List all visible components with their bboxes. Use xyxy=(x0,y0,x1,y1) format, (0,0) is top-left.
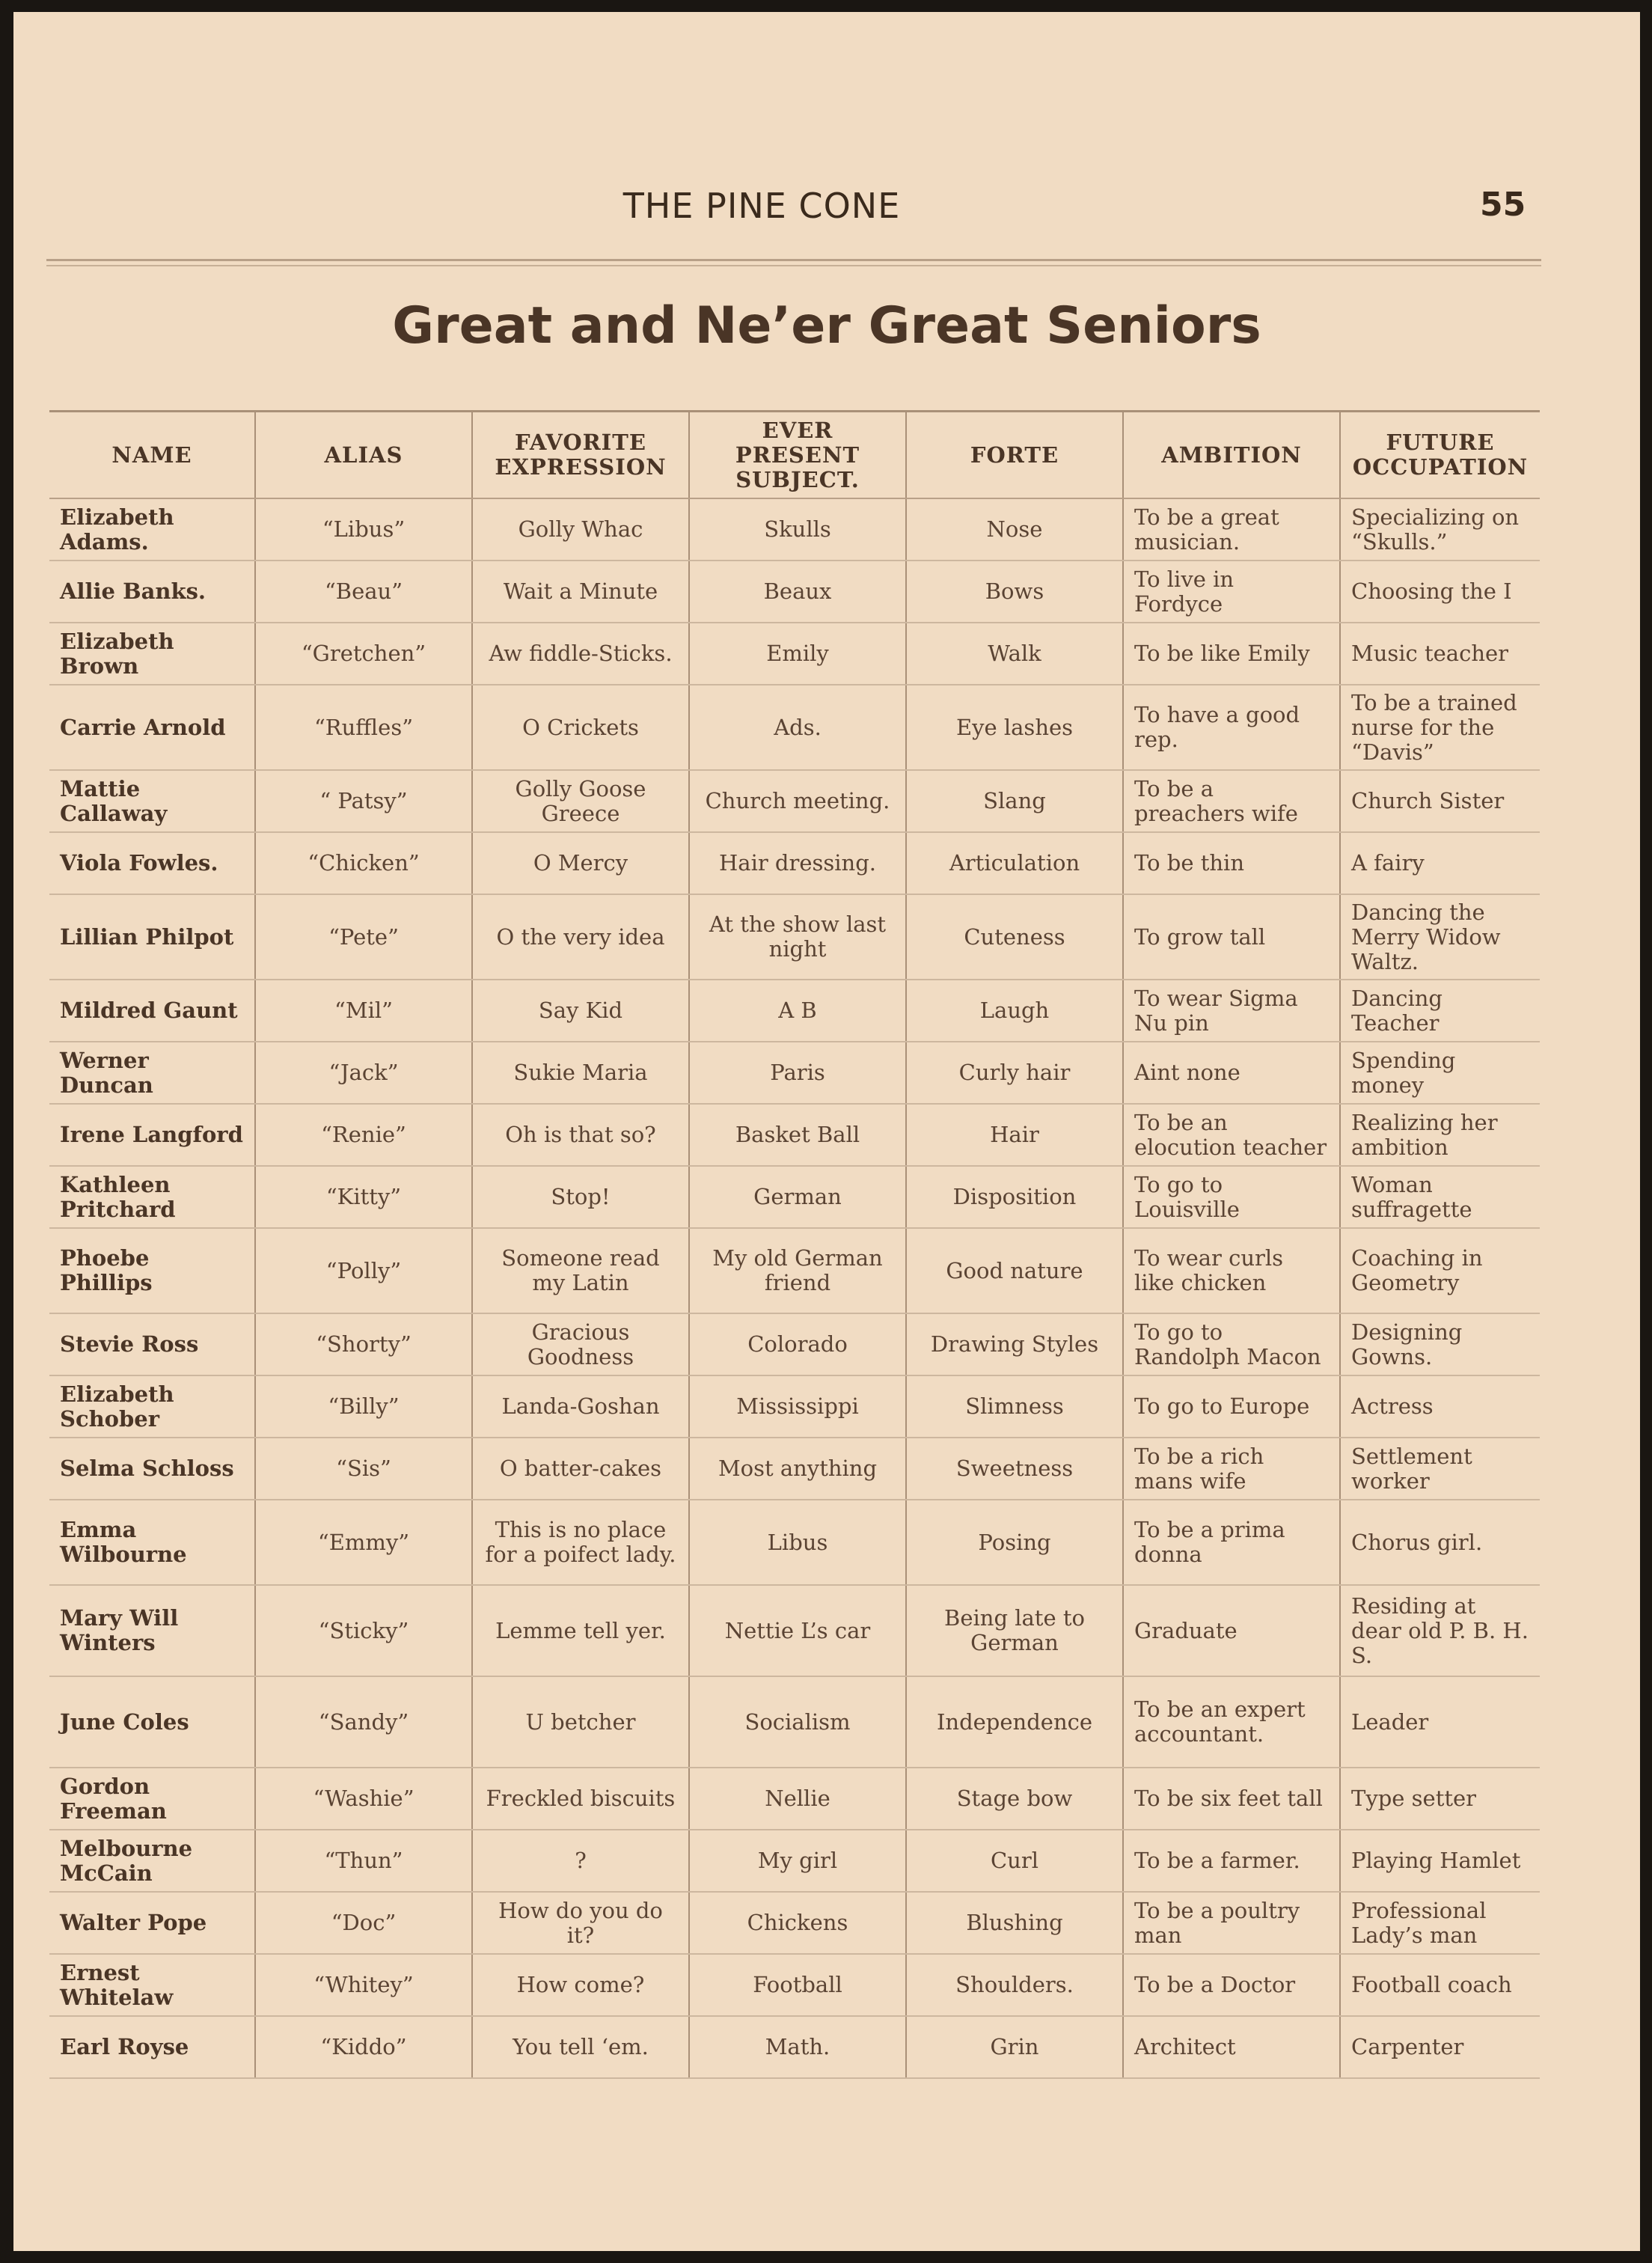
cell-future-occupation: Coaching in Geometry xyxy=(1340,1228,1540,1313)
cell-forte: Being late to German xyxy=(906,1585,1123,1676)
table-row xyxy=(49,980,1540,1042)
cell-forte: Independence xyxy=(906,1676,1123,1768)
cell-alias: “Doc” xyxy=(255,1892,472,1954)
cell-ever-present-subject: Nettie L’s car xyxy=(689,1585,906,1676)
cell-ever-present-subject: Ads. xyxy=(689,685,906,770)
cell-ever-present-subject: Most anything xyxy=(689,1438,906,1500)
cell-future-occupation: Church Sister xyxy=(1340,770,1540,832)
table-row xyxy=(49,623,1540,685)
column-header-ever-present-subject: EVER PRESENT SUBJECT. xyxy=(689,412,906,499)
cell-ambition: Graduate xyxy=(1123,1585,1340,1676)
cell-ever-present-subject: Socialism xyxy=(689,1676,906,1768)
cell-future-occupation: Spending money xyxy=(1340,1042,1540,1104)
column-header-ambition: AMBITION xyxy=(1123,412,1340,499)
table-row xyxy=(49,1676,1540,1768)
cell-ambition: Aint none xyxy=(1123,1042,1340,1104)
cell-future-occupation: Playing Hamlet xyxy=(1340,1830,1540,1892)
cell-forte: Articulation xyxy=(906,832,1123,894)
table-row xyxy=(49,1954,1540,2016)
cell-future-occupation: Professional Lady’s man xyxy=(1340,1892,1540,1954)
page-header xyxy=(13,186,1640,238)
cell-name: June Coles xyxy=(49,1676,255,1768)
cell-future-occupation: Designing Gowns. xyxy=(1340,1313,1540,1375)
cell-forte: Good nature xyxy=(906,1228,1123,1313)
cell-alias: “Renie” xyxy=(255,1104,472,1166)
cell-ever-present-subject: Colorado xyxy=(689,1313,906,1375)
cell-ambition: To have a good rep. xyxy=(1123,685,1340,770)
table-row xyxy=(49,1228,1540,1313)
cell-future-occupation: Settlement worker xyxy=(1340,1438,1540,1500)
cell-favorite-expression: Gracious Goodness xyxy=(472,1313,689,1375)
cell-alias: “Ruffles” xyxy=(255,685,472,770)
cell-ambition: To wear curls like chicken xyxy=(1123,1228,1340,1313)
cell-ever-present-subject: Skulls xyxy=(689,498,906,561)
cell-ever-present-subject: Beaux xyxy=(689,561,906,623)
cell-ambition: To grow tall xyxy=(1123,894,1340,980)
cell-alias: “Kiddo” xyxy=(255,2016,472,2078)
cell-forte: Slang xyxy=(906,770,1123,832)
table-row xyxy=(49,685,1540,770)
cell-name: Werner Duncan xyxy=(49,1042,255,1104)
cell-future-occupation: Realizing her ambition xyxy=(1340,1104,1540,1166)
cell-future-occupation: Woman suffragette xyxy=(1340,1166,1540,1228)
table-row xyxy=(49,1166,1540,1228)
cell-favorite-expression: Landa-Goshan xyxy=(472,1375,689,1438)
table-row xyxy=(49,894,1540,980)
cell-name: Kathleen Pritchard xyxy=(49,1166,255,1228)
cell-forte: Stage bow xyxy=(906,1768,1123,1830)
cell-alias: “Sticky” xyxy=(255,1585,472,1676)
cell-alias: “Jack” xyxy=(255,1042,472,1104)
cell-forte: Shoulders. xyxy=(906,1954,1123,2016)
cell-ambition: To live in Fordyce xyxy=(1123,561,1340,623)
cell-favorite-expression: How do you do it? xyxy=(472,1892,689,1954)
cell-favorite-expression: This is no place for a poifect lady. xyxy=(472,1500,689,1585)
cell-forte: Walk xyxy=(906,623,1123,685)
cell-name: Viola Fowles. xyxy=(49,832,255,894)
cell-favorite-expression: Golly Goose Greece xyxy=(472,770,689,832)
cell-ambition: To be a Doctor xyxy=(1123,1954,1340,2016)
yearbook-page xyxy=(13,12,1640,2251)
cell-ambition: To go to Louisville xyxy=(1123,1166,1340,1228)
cell-ambition: To be like Emily xyxy=(1123,623,1340,685)
cell-ambition: To wear Sigma Nu pin xyxy=(1123,980,1340,1042)
cell-favorite-expression: Oh is that so? xyxy=(472,1104,689,1166)
cell-alias: “Thun” xyxy=(255,1830,472,1892)
header-rule xyxy=(46,259,1541,261)
table-row xyxy=(49,1768,1540,1830)
cell-future-occupation: To be a trained nurse for the “Davis” xyxy=(1340,685,1540,770)
cell-ever-present-subject: Math. xyxy=(689,2016,906,2078)
column-header-name: NAME xyxy=(49,412,255,499)
cell-favorite-expression: ? xyxy=(472,1830,689,1892)
cell-ever-present-subject: Basket Ball xyxy=(689,1104,906,1166)
cell-name: Walter Pope xyxy=(49,1892,255,1954)
table-header-row xyxy=(49,412,1540,499)
cell-ambition: To be a farmer. xyxy=(1123,1830,1340,1892)
cell-name: Mattie Callaway xyxy=(49,770,255,832)
cell-future-occupation: Actress xyxy=(1340,1375,1540,1438)
table-row xyxy=(49,1375,1540,1438)
cell-alias: “Emmy” xyxy=(255,1500,472,1585)
cell-ambition: To be a poultry man xyxy=(1123,1892,1340,1954)
cell-ever-present-subject: Libus xyxy=(689,1500,906,1585)
cell-ever-present-subject: Hair dressing. xyxy=(689,832,906,894)
table-row xyxy=(49,1042,1540,1104)
cell-ambition: To be an expert accountant. xyxy=(1123,1676,1340,1768)
cell-ever-present-subject: At the show last night xyxy=(689,894,906,980)
seniors-table xyxy=(49,410,1540,2079)
cell-forte: Posing xyxy=(906,1500,1123,1585)
cell-forte: Nose xyxy=(906,498,1123,561)
cell-ever-present-subject: Nellie xyxy=(689,1768,906,1830)
table-row xyxy=(49,1892,1540,1954)
seniors-table-wrap xyxy=(49,410,1540,2079)
table-row xyxy=(49,1104,1540,1166)
cell-ambition: To go to Randolph Macon xyxy=(1123,1313,1340,1375)
table-row xyxy=(49,1500,1540,1585)
cell-favorite-expression: U betcher xyxy=(472,1676,689,1768)
journal-title: THE PINE CONE xyxy=(622,186,901,226)
cell-name: Stevie Ross xyxy=(49,1313,255,1375)
cell-name: Elizabeth Brown xyxy=(49,623,255,685)
cell-future-occupation: Choosing the I xyxy=(1340,561,1540,623)
cell-ambition: To be thin xyxy=(1123,832,1340,894)
cell-ever-present-subject: Chickens xyxy=(689,1892,906,1954)
cell-forte: Curly hair xyxy=(906,1042,1123,1104)
cell-favorite-expression: O batter-cakes xyxy=(472,1438,689,1500)
cell-favorite-expression: Aw fiddle-Sticks. xyxy=(472,623,689,685)
cell-ambition: To be a preachers wife xyxy=(1123,770,1340,832)
cell-forte: Blushing xyxy=(906,1892,1123,1954)
cell-forte: Laugh xyxy=(906,980,1123,1042)
cell-ambition: Architect xyxy=(1123,2016,1340,2078)
header-rule-thin xyxy=(46,265,1541,266)
cell-favorite-expression: You tell ‘em. xyxy=(472,2016,689,2078)
cell-name: Irene Langford xyxy=(49,1104,255,1166)
cell-favorite-expression: Say Kid xyxy=(472,980,689,1042)
cell-favorite-expression: O Crickets xyxy=(472,685,689,770)
cell-future-occupation: Music teacher xyxy=(1340,623,1540,685)
table-body xyxy=(49,498,1540,2078)
cell-ambition: To go to Europe xyxy=(1123,1375,1340,1438)
table-row xyxy=(49,1585,1540,1676)
cell-ambition: To be a great musician. xyxy=(1123,498,1340,561)
cell-forte: Curl xyxy=(906,1830,1123,1892)
cell-favorite-expression: O the very idea xyxy=(472,894,689,980)
cell-alias: “Beau” xyxy=(255,561,472,623)
cell-future-occupation: Dancing the Merry Widow Waltz. xyxy=(1340,894,1540,980)
cell-alias: “Gretchen” xyxy=(255,623,472,685)
table-row xyxy=(49,498,1540,561)
table-row xyxy=(49,1830,1540,1892)
cell-name: Lillian Philpot xyxy=(49,894,255,980)
cell-alias: “Mil” xyxy=(255,980,472,1042)
cell-future-occupation: A fairy xyxy=(1340,832,1540,894)
cell-future-occupation: Football coach xyxy=(1340,1954,1540,2016)
cell-alias: “Washie” xyxy=(255,1768,472,1830)
cell-favorite-expression: Lemme tell yer. xyxy=(472,1585,689,1676)
cell-forte: Hair xyxy=(906,1104,1123,1166)
cell-future-occupation: Dancing Teacher xyxy=(1340,980,1540,1042)
cell-future-occupation: Residing at dear old P. B. H. S. xyxy=(1340,1585,1540,1676)
cell-favorite-expression: Sukie Maria xyxy=(472,1042,689,1104)
cell-alias: “Pete” xyxy=(255,894,472,980)
table-row xyxy=(49,832,1540,894)
cell-alias: “Libus” xyxy=(255,498,472,561)
cell-name: Phoebe Phillips xyxy=(49,1228,255,1313)
cell-ever-present-subject: Football xyxy=(689,1954,906,2016)
cell-forte: Sweetness xyxy=(906,1438,1123,1500)
cell-ever-present-subject: Emily xyxy=(689,623,906,685)
cell-alias: “Sis” xyxy=(255,1438,472,1500)
table-row xyxy=(49,1438,1540,1500)
cell-name: Allie Banks. xyxy=(49,561,255,623)
cell-ever-present-subject: Church meeting. xyxy=(689,770,906,832)
cell-name: Elizabeth Adams. xyxy=(49,498,255,561)
cell-alias: “Polly” xyxy=(255,1228,472,1313)
cell-forte: Disposition xyxy=(906,1166,1123,1228)
cell-name: Emma Wilbourne xyxy=(49,1500,255,1585)
cell-favorite-expression: O Mercy xyxy=(472,832,689,894)
column-header-future-occupation: FUTURE OCCUPATION xyxy=(1340,412,1540,499)
cell-name: Mary Will Winters xyxy=(49,1585,255,1676)
table-row xyxy=(49,770,1540,832)
cell-forte: Bows xyxy=(906,561,1123,623)
cell-ever-present-subject: My girl xyxy=(689,1830,906,1892)
cell-future-occupation: Carpenter xyxy=(1340,2016,1540,2078)
cell-alias: “Shorty” xyxy=(255,1313,472,1375)
cell-name: Elizabeth Schober xyxy=(49,1375,255,1438)
table-row xyxy=(49,1313,1540,1375)
column-header-alias: ALIAS xyxy=(255,412,472,499)
cell-alias: “Billy” xyxy=(255,1375,472,1438)
cell-name: Ernest Whitelaw xyxy=(49,1954,255,2016)
cell-ambition: To be an elocution teacher xyxy=(1123,1104,1340,1166)
cell-ambition: To be a prima donna xyxy=(1123,1500,1340,1585)
cell-forte: Drawing Styles xyxy=(906,1313,1123,1375)
cell-name: Earl Royse xyxy=(49,2016,255,2078)
cell-future-occupation: Chorus girl. xyxy=(1340,1500,1540,1585)
cell-favorite-expression: Stop! xyxy=(472,1166,689,1228)
cell-ever-present-subject: Mississippi xyxy=(689,1375,906,1438)
cell-alias: “Whitey” xyxy=(255,1954,472,2016)
column-header-favorite-expression: FAVORITE EXPRESSION xyxy=(472,412,689,499)
cell-forte: Slimness xyxy=(906,1375,1123,1438)
cell-ever-present-subject: Paris xyxy=(689,1042,906,1104)
cell-name: Selma Schloss xyxy=(49,1438,255,1500)
page-number: 55 xyxy=(1480,186,1526,224)
cell-favorite-expression: Golly Whac xyxy=(472,498,689,561)
cell-favorite-expression: How come? xyxy=(472,1954,689,2016)
page-title: Great and Ne’er Great Seniors xyxy=(392,296,1261,355)
cell-ever-present-subject: A B xyxy=(689,980,906,1042)
cell-future-occupation: Specializing on “Skulls.” xyxy=(1340,498,1540,561)
cell-favorite-expression: Wait a Minute xyxy=(472,561,689,623)
cell-alias: “Chicken” xyxy=(255,832,472,894)
cell-ambition: To be a rich mans wife xyxy=(1123,1438,1340,1500)
cell-name: Gordon Freeman xyxy=(49,1768,255,1830)
cell-favorite-expression: Freckled biscuits xyxy=(472,1768,689,1830)
cell-name: Melbourne McCain xyxy=(49,1830,255,1892)
cell-alias: “ Patsy” xyxy=(255,770,472,832)
cell-name: Carrie Arnold xyxy=(49,685,255,770)
cell-forte: Grin xyxy=(906,2016,1123,2078)
column-header-forte: FORTE xyxy=(906,412,1123,499)
cell-alias: “Kitty” xyxy=(255,1166,472,1228)
cell-future-occupation: Type setter xyxy=(1340,1768,1540,1830)
cell-forte: Cuteness xyxy=(906,894,1123,980)
table-row xyxy=(49,561,1540,623)
cell-favorite-expression: Someone read my Latin xyxy=(472,1228,689,1313)
cell-ambition: To be six feet tall xyxy=(1123,1768,1340,1830)
cell-ever-present-subject: My old German friend xyxy=(689,1228,906,1313)
table-row xyxy=(49,2016,1540,2078)
cell-alias: “Sandy” xyxy=(255,1676,472,1768)
cell-ever-present-subject: German xyxy=(689,1166,906,1228)
cell-name: Mildred Gaunt xyxy=(49,980,255,1042)
cell-future-occupation: Leader xyxy=(1340,1676,1540,1768)
cell-forte: Eye lashes xyxy=(906,685,1123,770)
